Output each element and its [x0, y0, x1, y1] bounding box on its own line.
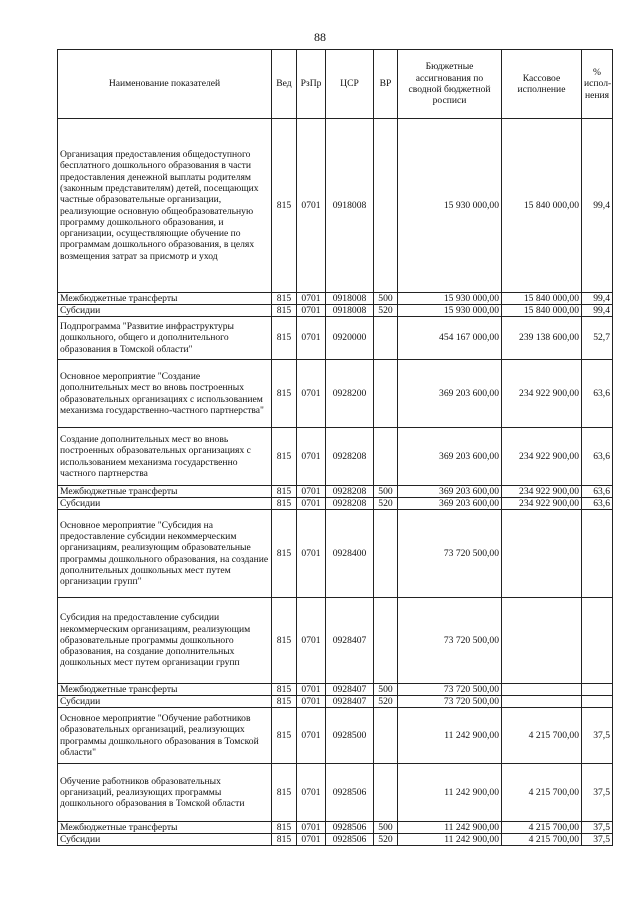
- row-percent: 63,6: [582, 486, 613, 498]
- row-vr: 500: [374, 822, 398, 834]
- row-csr: 0928208: [326, 428, 374, 486]
- row-rzpr: 0701: [297, 428, 326, 486]
- row-name: Основное мероприятие "Обучение работников образовательных организаций, реализующих программы дошкольного образования в Томской области": [58, 708, 272, 764]
- header-percent: % испол-нения: [582, 50, 613, 119]
- row-csr: 0918008: [326, 305, 374, 317]
- table-row: [58, 696, 613, 708]
- row-vr: 500: [374, 293, 398, 305]
- row-ved: 815: [272, 305, 297, 317]
- row-ved: 815: [272, 486, 297, 498]
- row-percent: 37,5: [582, 764, 613, 822]
- row-vr: [374, 708, 398, 764]
- row-rzpr: 0701: [297, 510, 326, 598]
- row-ved: 815: [272, 428, 297, 486]
- row-rzpr: 0701: [297, 317, 326, 360]
- row-rzpr: 0701: [297, 498, 326, 510]
- table-row: [58, 498, 613, 510]
- row-cash: [502, 510, 582, 598]
- row-cash: [502, 598, 582, 684]
- row-csr: 0928506: [326, 822, 374, 834]
- row-name: Межбюджетные трансферты: [58, 822, 272, 834]
- row-name: Субсидия на предоставление субсидии некоммерческим организациям, реализующим образовательные программы дошкольного образования, на создание дополнительных дошкольных мест путем организации групп: [58, 598, 272, 684]
- table-row: [58, 510, 613, 598]
- row-ved: 815: [272, 498, 297, 510]
- row-csr: 0928500: [326, 708, 374, 764]
- row-percent: 52,7: [582, 317, 613, 360]
- row-rzpr: 0701: [297, 696, 326, 708]
- row-vr: 500: [374, 486, 398, 498]
- row-budget: 369 203 600,00: [398, 486, 502, 498]
- row-budget: 369 203 600,00: [398, 360, 502, 428]
- row-percent: [582, 684, 613, 696]
- row-budget: 11 242 900,00: [398, 822, 502, 834]
- row-budget: 11 242 900,00: [398, 708, 502, 764]
- row-rzpr: 0701: [297, 486, 326, 498]
- table-row: [58, 684, 613, 696]
- row-percent: [582, 696, 613, 708]
- row-percent: [582, 510, 613, 598]
- row-percent: 63,6: [582, 428, 613, 486]
- row-ved: 815: [272, 834, 297, 846]
- row-name: Межбюджетные трансферты: [58, 293, 272, 305]
- row-budget: 73 720 500,00: [398, 696, 502, 708]
- row-budget: 73 720 500,00: [398, 598, 502, 684]
- row-vr: 520: [374, 696, 398, 708]
- row-csr: 0918008: [326, 293, 374, 305]
- table-row: [58, 598, 613, 684]
- table-row: [58, 360, 613, 428]
- row-percent: 99,4: [582, 119, 613, 293]
- row-name: Основное мероприятие "Субсидия на предоставление субсидии некоммерческим организациям, реализующим образовательные программы дошкольного образования, на создание дополнительных дошкольных мест путем организации групп": [58, 510, 272, 598]
- row-budget: 454 167 000,00: [398, 317, 502, 360]
- table-row: [58, 305, 613, 317]
- row-percent: 63,6: [582, 360, 613, 428]
- header-rzpr: РзПр: [297, 50, 326, 119]
- row-csr: 0928407: [326, 684, 374, 696]
- table-row: [58, 317, 613, 360]
- row-vr: [374, 764, 398, 822]
- header-cash: Кассовое исполнение: [502, 50, 582, 119]
- row-budget: 11 242 900,00: [398, 764, 502, 822]
- row-name: Создание дополнительных мест во вновь построенных образовательных организациях с использованием механизма государственно частного партнерства: [58, 428, 272, 486]
- row-csr: 0928506: [326, 764, 374, 822]
- row-name: Межбюджетные трансферты: [58, 486, 272, 498]
- row-csr: 0928200: [326, 360, 374, 428]
- budget-execution-table: [57, 49, 613, 846]
- row-rzpr: 0701: [297, 764, 326, 822]
- row-ved: 815: [272, 764, 297, 822]
- table-row: [58, 486, 613, 498]
- row-csr: 0928400: [326, 510, 374, 598]
- table-row: [58, 822, 613, 834]
- row-cash: 239 138 600,00: [502, 317, 582, 360]
- row-rzpr: 0701: [297, 684, 326, 696]
- row-rzpr: 0701: [297, 822, 326, 834]
- row-rzpr: 0701: [297, 119, 326, 293]
- row-csr: 0928407: [326, 696, 374, 708]
- row-vr: 520: [374, 498, 398, 510]
- row-cash: 4 215 700,00: [502, 834, 582, 846]
- row-vr: [374, 317, 398, 360]
- header-budget: Бюджетные ассигнования по сводной бюджетной росписи: [398, 50, 502, 119]
- row-name: Субсидии: [58, 305, 272, 317]
- row-ved: 815: [272, 696, 297, 708]
- header-name: Наименование показателей: [58, 50, 272, 119]
- row-budget: 73 720 500,00: [398, 684, 502, 696]
- row-vr: [374, 360, 398, 428]
- row-ved: 815: [272, 598, 297, 684]
- row-name: Субсидии: [58, 834, 272, 846]
- row-vr: 520: [374, 834, 398, 846]
- row-ved: 815: [272, 510, 297, 598]
- row-percent: 37,5: [582, 834, 613, 846]
- table-header-row: [58, 50, 613, 119]
- table-row: [58, 293, 613, 305]
- row-name: Субсидии: [58, 696, 272, 708]
- row-cash: [502, 684, 582, 696]
- row-ved: 815: [272, 293, 297, 305]
- row-rzpr: 0701: [297, 834, 326, 846]
- row-cash: 4 215 700,00: [502, 822, 582, 834]
- row-name: Подпрограмма "Развитие инфраструктуры дошкольного, общего и дополнительного образования в Томской области": [58, 317, 272, 360]
- row-budget: 15 930 000,00: [398, 119, 502, 293]
- row-budget: 15 930 000,00: [398, 305, 502, 317]
- row-cash: 4 215 700,00: [502, 764, 582, 822]
- row-name: Организация предоставления общедоступного бесплатного дошкольного образования в части предоставления денежной выплаты родителям (законным представителям) детей, посещающих частные образовательные организации, реализующие основную общеобразовательную программу дошкольного образования, и организации, осуществляющие обучение по программам дошкольного образования, в целях возмещения затрат за присмотр и уход: [58, 119, 272, 293]
- row-percent: 99,4: [582, 293, 613, 305]
- row-ved: 815: [272, 317, 297, 360]
- table-row: [58, 708, 613, 764]
- row-ved: 815: [272, 684, 297, 696]
- header-csr: ЦСР: [326, 50, 374, 119]
- row-ved: 815: [272, 360, 297, 428]
- header-ved: Вед: [272, 50, 297, 119]
- row-budget: 11 242 900,00: [398, 834, 502, 846]
- row-rzpr: 0701: [297, 293, 326, 305]
- row-csr: 0928407: [326, 598, 374, 684]
- row-percent: [582, 598, 613, 684]
- row-csr: 0928506: [326, 834, 374, 846]
- row-budget: 369 203 600,00: [398, 498, 502, 510]
- row-budget: 15 930 000,00: [398, 293, 502, 305]
- table-row: [58, 764, 613, 822]
- row-percent: 37,5: [582, 708, 613, 764]
- row-ved: 815: [272, 708, 297, 764]
- row-rzpr: 0701: [297, 360, 326, 428]
- row-rzpr: 0701: [297, 708, 326, 764]
- row-rzpr: 0701: [297, 598, 326, 684]
- row-csr: 0920000: [326, 317, 374, 360]
- row-cash: 234 922 900,00: [502, 360, 582, 428]
- row-ved: 815: [272, 822, 297, 834]
- row-cash: 15 840 000,00: [502, 293, 582, 305]
- row-name: Основное мероприятие "Создание дополнительных мест во вновь построенных образовательных организациях с использованием механизма государственно-частного партнерства": [58, 360, 272, 428]
- row-rzpr: 0701: [297, 305, 326, 317]
- row-vr: [374, 598, 398, 684]
- row-cash: 15 840 000,00: [502, 305, 582, 317]
- row-vr: [374, 510, 398, 598]
- row-cash: 4 215 700,00: [502, 708, 582, 764]
- row-name: Субсидии: [58, 498, 272, 510]
- row-percent: 99,4: [582, 305, 613, 317]
- row-csr: 0928208: [326, 498, 374, 510]
- row-cash: [502, 696, 582, 708]
- row-budget: 369 203 600,00: [398, 428, 502, 486]
- row-cash: 234 922 900,00: [502, 428, 582, 486]
- row-percent: 37,5: [582, 822, 613, 834]
- header-vr: ВР: [374, 50, 398, 119]
- row-vr: 520: [374, 305, 398, 317]
- table-row: [58, 119, 613, 293]
- row-name: Обучение работников образовательных организаций, реализующих программы дошкольного образования в Томской области: [58, 764, 272, 822]
- row-name: Межбюджетные трансферты: [58, 684, 272, 696]
- row-budget: 73 720 500,00: [398, 510, 502, 598]
- table-row: [58, 834, 613, 846]
- row-cash: 234 922 900,00: [502, 498, 582, 510]
- row-csr: 0928208: [326, 486, 374, 498]
- row-vr: 500: [374, 684, 398, 696]
- row-percent: 63,6: [582, 498, 613, 510]
- row-csr: 0918008: [326, 119, 374, 293]
- table-row: [58, 428, 613, 486]
- row-vr: [374, 119, 398, 293]
- row-ved: 815: [272, 119, 297, 293]
- row-vr: [374, 428, 398, 486]
- row-cash: 234 922 900,00: [502, 486, 582, 498]
- page-number: 88: [314, 30, 326, 44]
- row-cash: 15 840 000,00: [502, 119, 582, 293]
